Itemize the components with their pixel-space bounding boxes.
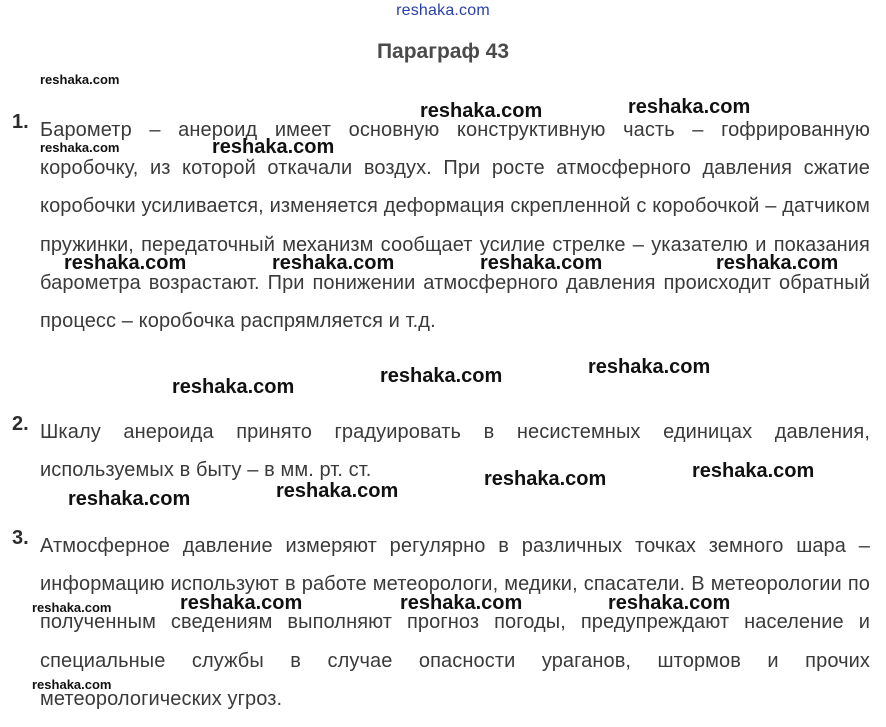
watermark: reshaka.com: [400, 592, 523, 614]
watermark: reshaka.com: [68, 488, 191, 510]
watermark: reshaka.com: [380, 365, 503, 387]
watermark: reshaka.com: [276, 480, 399, 502]
watermark: reshaka.com: [692, 460, 815, 482]
item-number: 3.: [12, 527, 29, 549]
site-url[interactable]: reshaka.com: [396, 2, 490, 19]
watermark: reshaka.com: [608, 592, 731, 614]
watermark: reshaka.com: [480, 252, 603, 274]
watermark: reshaka.com: [32, 677, 112, 692]
item-text: Шкалу анероида принято градуировать в несистемных единицах давления, используемых в быту – в мм. рт. ст.: [40, 421, 870, 482]
watermark: reshaka.com: [484, 468, 607, 490]
watermark: reshaka.com: [272, 252, 395, 274]
watermark: reshaka.com: [40, 72, 120, 87]
watermark: reshaka.com: [32, 600, 112, 615]
watermark: reshaka.com: [420, 100, 543, 122]
watermark: reshaka.com: [180, 592, 303, 614]
item-number: 2.: [12, 413, 29, 435]
watermark: reshaka.com: [588, 356, 711, 378]
watermark: reshaka.com: [212, 136, 335, 158]
page-title: Параграф 43: [376, 40, 510, 63]
item-number: 1.: [12, 111, 29, 133]
watermark: reshaka.com: [64, 252, 187, 274]
item-text: Атмосферное давление измеряют регулярно в различных точках земного шара – информацию используют в работе метеорологи, медики, спасатели. В метеорологии по полученным сведениям выполняют прогноз погоды, предупреждают население и специальные службы в случае опасности ураганов, штормов и прочих метеорологических угроз.: [40, 535, 870, 710]
watermark: reshaka.com: [628, 96, 751, 118]
watermark: reshaka.com: [716, 252, 839, 274]
item-text: Барометр – анероид имеет основную конструктивную часть – гофрированную коробочку, из которой откачали воздух. При росте атмосферного давления сжатие коробочки усиливается, изменяется деформация скрепленной с коробочкой – датчиком пружинки, передаточный механизм сообщает усилие стрелке – указателю и показания барометра возрастают. При понижении атмосферного давления происходит обратный процесс – коробочка распрямляется и т.д.: [40, 119, 870, 333]
watermark: reshaka.com: [172, 376, 295, 398]
watermark: reshaka.com: [40, 140, 120, 155]
